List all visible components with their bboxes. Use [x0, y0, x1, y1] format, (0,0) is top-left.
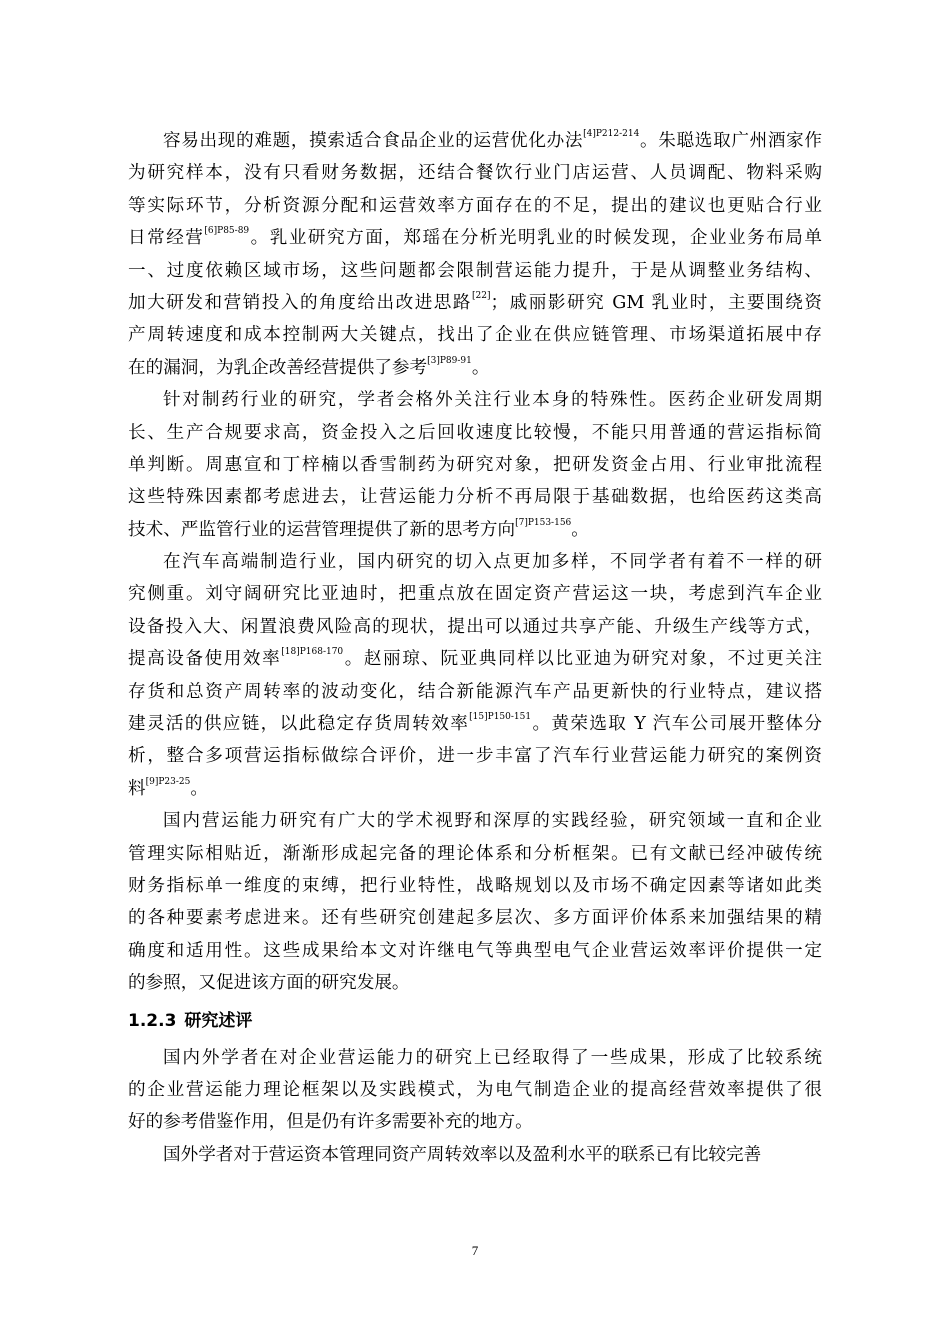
text-line: [128, 384, 822, 416]
text-segment: 在汽车高端制造行业，国内研究的切入点更加多样，不同学者有着不一样的研: [163, 552, 822, 573]
text-line: [128, 740, 822, 772]
text-segment: 单判断。周惠宣和丁梓楠以香雪制药为研究对象，把研发资金占用、行业审批流程: [128, 454, 822, 475]
text-segment: 确度和适用性。这些成果给本文对许继电气等典型电气企业营运效率评价提供一定: [128, 940, 822, 961]
citation-superscript: [6]P85-89: [204, 226, 250, 237]
section-heading: [128, 1002, 822, 1040]
text-segment: 管理实际相贴近，渐渐形成起完备的理论体系和分析框架。已有文献已经冲破传统: [128, 843, 822, 864]
citation-superscript: [9]P23-25: [145, 776, 191, 787]
text-segment: 。赵丽琼、阮亚典同样以比亚迪为研究对象，不过更关注: [343, 649, 822, 670]
text-line: [128, 967, 822, 999]
text-line: [128, 125, 822, 157]
text-line: [128, 352, 822, 384]
text-segment: 好的参考借鉴作用，但是仍有许多需要补充的地方。: [128, 1112, 533, 1133]
text-segment: 长、生产合规要求高，资金投入之后回收速度比较慢，不能只用普通的营运指标简: [128, 422, 822, 443]
text-segment: 。乳业研究方面，郑瑶在分析光明乳业的时候发现，企业业务布局单: [249, 228, 822, 249]
text-line: [128, 676, 822, 708]
text-line: [128, 870, 822, 902]
text-line: [128, 643, 822, 675]
paragraph: [128, 805, 822, 999]
paragraphs-after: [128, 1042, 822, 1172]
text-line: [128, 190, 822, 222]
text-line: [128, 1139, 822, 1171]
text-line: [128, 708, 822, 740]
text-line: [128, 902, 822, 934]
text-segment: 加大研发和营销投入的角度给出改进思路: [128, 292, 473, 313]
text-line: [128, 578, 822, 610]
text-segment: 针对制药行业的研究，学者会格外关注行业本身的特殊性。医药企业研发周期: [163, 390, 822, 411]
text-segment: 的各种要素考虑进来。还有些研究创建起多层次、多方面评价体系来加强结果的精: [128, 908, 822, 929]
text-line: [128, 481, 822, 513]
paragraph: [128, 125, 822, 384]
text-segment: 。: [471, 357, 490, 378]
text-segment: 。朱聪选取广州酒家作: [639, 131, 822, 151]
citation-superscript: [22]: [472, 291, 491, 302]
text-segment: 建灵活的供应链，以此稳定存货周转效率: [128, 714, 470, 735]
text-line: [128, 1042, 822, 1074]
citation-superscript: [18]P168-170: [281, 647, 344, 658]
page-number: 7: [471, 1243, 479, 1258]
paragraph: [128, 546, 822, 805]
text-segment: 析，整合多项营运指标做综合评价，进一步丰富了汽车行业营运能力研究的案例资: [128, 746, 822, 767]
citation-superscript: [7]P153-156: [515, 517, 572, 528]
text-segment: 。黄荣选取 Y 汽车公司展开整体分: [531, 714, 822, 735]
citation-superscript: [15]P150-151: [469, 712, 532, 723]
text-line: [128, 287, 822, 319]
text-segment: 技术、严监管行业的运营管理提供了新的思考方向: [128, 519, 516, 540]
text-segment: 国内外学者在对企业营运能力的研究上已经取得了一些成果，形成了比较系统: [163, 1047, 822, 1068]
text-segment: 究侧重。刘守阔研究比亚迪时，把重点放在固定资产营运这一块，考虑到汽车企业: [128, 584, 822, 605]
text-segment: 的参照，又促进该方面的研究发展。: [128, 973, 410, 994]
text-segment: 料: [128, 778, 146, 799]
text-segment: 产周转速度和成本控制两大关键点，找出了企业在供应链管理、市场渠道拓展中存: [128, 325, 822, 346]
text-segment: 为研究样本，没有只看财务数据，还结合餐饮行业门店运营、人员调配、物料采购: [128, 163, 822, 184]
text-segment: 容易出现的难题，摸索适合食品企业的运营优化办法: [163, 131, 584, 151]
paragraphs-before: [128, 125, 822, 1000]
text-line: [128, 546, 822, 578]
text-segment: 国内营运能力研究有广大的学术视野和深厚的实践经验，研究领域一直和企业: [163, 811, 822, 832]
paragraph: [128, 1139, 822, 1171]
text-segment: 存货和总资产周转率的波动变化，结合新能源汽车产品更新快的行业特点，建议搭: [128, 681, 822, 702]
text-segment: 这些特殊因素都考虑进去，让营运能力分析不再局限于基础数据，也给医药这类高: [128, 487, 822, 508]
text-line: [128, 157, 822, 189]
paragraph: [128, 384, 822, 546]
citation-superscript: [3]P89-91: [427, 355, 472, 366]
text-segment: 国外学者对于营运资本管理同资产周转效率以及盈利水平的联系已有比较完善: [163, 1144, 762, 1165]
text-segment: 的企业营运能力理论框架以及实践模式，为电气制造企业的提高经营效率提供了很: [128, 1079, 822, 1100]
section-title: 研究述评: [184, 1010, 253, 1031]
text-line: [128, 417, 822, 449]
text-segment: 在的漏洞，为乳企改善经营提供了参考: [128, 357, 428, 378]
text-line: [128, 222, 822, 254]
text-line: [128, 935, 822, 967]
text-line: [128, 514, 822, 546]
text-line: [128, 805, 822, 837]
text-segment: 一、过度依赖区域市场，这些问题都会限制营运能力提升，于是从调整业务结构、: [128, 260, 822, 281]
text-line: [128, 1106, 822, 1138]
text-line: [128, 838, 822, 870]
paragraph: [128, 1042, 822, 1139]
text-line: [128, 1074, 822, 1106]
section-number: 1.2.3: [128, 1010, 177, 1031]
text-segment: 等实际环节，分析资源分配和运营效率方面存在的不足，提出的建议也更贴合行业: [128, 195, 822, 216]
text-segment: 日常经营: [128, 228, 205, 249]
text-line: [128, 449, 822, 481]
text-segment: 设备投入大、闲置浪费风险高的现状，提出可以通过共享产能、升级生产线等方式，: [128, 616, 822, 637]
text-segment: ；戚丽影研究 GM 乳业时，主要围绕资: [490, 292, 822, 313]
text-segment: 。: [190, 778, 208, 799]
text-segment: 。: [571, 519, 589, 540]
text-segment: 提高设备使用效率: [128, 649, 282, 670]
text-line: [128, 255, 822, 287]
text-line: [128, 319, 822, 351]
text-segment: 财务指标单一维度的束缚，把行业特性，战略规划以及市场不确定因素等诸如此类: [128, 875, 822, 896]
citation-superscript: [4]P212-214: [583, 129, 640, 140]
document-body: [128, 125, 822, 1171]
text-line: [128, 773, 822, 805]
text-line: [128, 611, 822, 643]
